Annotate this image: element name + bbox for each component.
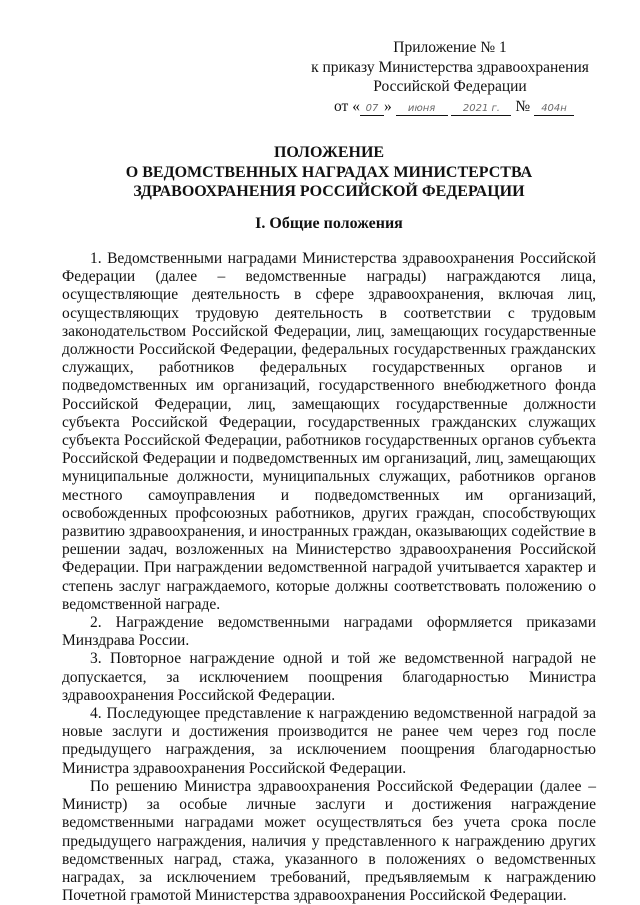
paragraph: 3. Повторное награждение одной и той же ведомственной наградой не допускается, за исключением поощрения благодарностью Министра здравоохранения Российской Федерации.	[62, 650, 596, 704]
appendix-number: Приложение № 1	[393, 39, 507, 56]
date-prefix: от «	[334, 97, 360, 115]
handwritten-number: 404н	[534, 102, 574, 116]
handwritten-day: 07	[360, 102, 384, 116]
order-date-line	[300, 97, 600, 117]
handwritten-year: 2021 г.	[451, 102, 511, 116]
paragraph: 2. Награждение ведомственными наградами оформляется приказами Минздрава России.	[62, 614, 596, 650]
paragraph: По решению Министра здравоохранения Российской Федерации (далее – Министр) за особые личные заслуги и достижения награждение ведомственными наградами может осуществляться без учета срока после предыдущего награждения, наличия у представленного к награждению других ведомственных наград, стажа, указанного в положениях о ведомственных наградах, за исключением требований, предъявляемым к награждению Почетной грамотой Министерства здравоохранения Российской Федерации.	[62, 777, 596, 905]
title-line-2: О ВЕДОМСТВЕННЫХ НАГРАДАХ МИНИСТЕРСТВА	[125, 163, 533, 181]
date-mid: »	[383, 97, 392, 115]
title-line-1: ПОЛОЖЕНИЕ	[273, 144, 385, 161]
paragraph: 4. Последующее представление к награждению ведомственной наградой за новые заслуги и достижения производится не ранее чем через год после предыдущего награждения, за исключением поощрения благодарностью Министра здравоохранения Российской Федерации.	[62, 705, 596, 777]
document-title	[60, 143, 598, 202]
title-line-3: ЗДРАВООХРАНЕНИЯ РОССИЙСКОЙ ФЕДЕРАЦИИ	[133, 183, 525, 200]
number-label: №	[515, 97, 531, 115]
document-body	[62, 250, 596, 905]
appendix-order-ref: к приказу Министерства здравоохранения	[311, 58, 589, 76]
appendix-federation: Российской Федерации	[373, 78, 527, 95]
section-heading: I. Общие положения	[255, 215, 403, 232]
paragraph: 1. Ведомственными наградами Министерства здравоохранения Российской Федерации (далее – ведомственные награды) награждаются лица, осуществляющие деятельность в сфере здравоохранения, включая лиц, осуществляющих трудовую деятельность в соответствии с трудовым законодательством Российской Федерации, лиц, замещающих государственные должности Российской Федерации, федеральных государственных гражданских служащих, работников федеральных государственных органов и подведомственных им организаций, государственного внебюджетного фонда Российской Федерации, лиц, замещающих государственные должности субъекта Российской Федерации, государственных гражданских служащих субъекта Российской Федерации, работников государственных органов субъекта Российской Федерации и подведомственных им организаций, лиц, замещающих муниципальные должности, муниципальных служащих, работников органов местного самоуправления и подведомственных им организаций, освобожденных профсоюзных работников, других граждан, способствующих развитию здравоохранения, и иностранных граждан, оказывающих содействие в решении задач, возложенных на Министерство здравоохранения Российской Федерации. При награждении ведомственной наградой учитывается характер и степень заслуг награждаемого, которые должны соответствовать положению о ведомственной награде.	[62, 250, 596, 613]
handwritten-month: июня	[396, 102, 448, 116]
appendix-header	[300, 38, 600, 116]
